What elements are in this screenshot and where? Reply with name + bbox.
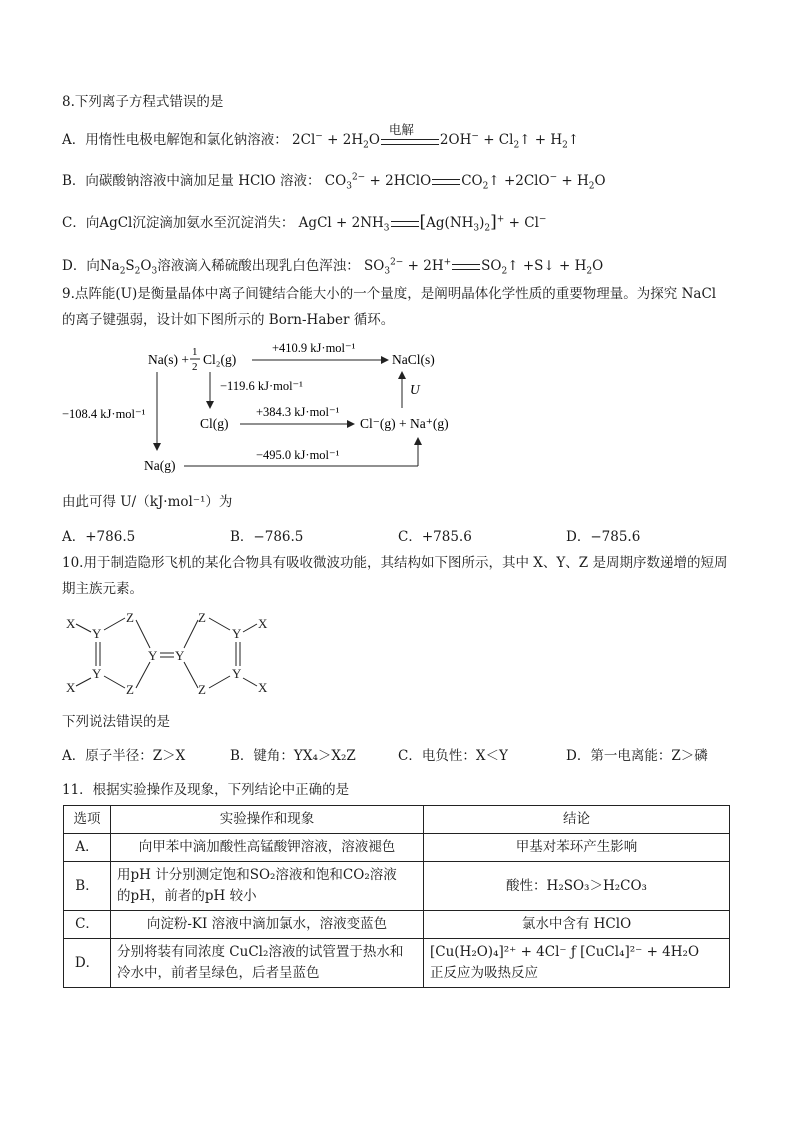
row-d-operation-line2: 冷水中，前者呈绿色，后者呈蓝色 <box>117 965 320 981</box>
nacl-solid-label: NaCl(s) <box>392 352 435 367</box>
table-row <box>64 862 730 911</box>
row-a-conclusion: 甲基对苯环产生影响 <box>424 834 730 862</box>
q8-c-label: C．向AgCl沉淀滴加氨水至沉淀消失： <box>62 215 295 231</box>
q9-option-b: B．−786.5 <box>230 529 304 545</box>
row-b-operation-line1: 用pH 计分别测定饱和SO₂溶液和饱和CO₂溶液 <box>117 867 397 883</box>
q8-a-condition-arrow <box>381 121 439 146</box>
q10-stem: 10.用于制造隐形飞机的某化合物具有吸收微波功能，其结构如下图所示，其中 X、Y、Z 是周期序数递增的短周期主族元素。 <box>62 555 728 597</box>
atom-x-2: X <box>66 680 76 695</box>
q8-a-condition: 电解 <box>388 121 414 137</box>
table-row <box>64 939 730 988</box>
q9-ask: 由此可得 U/（kJ·mol⁻¹）为 <box>62 494 233 510</box>
row-d-conclusion-text: 正反应为吸热反应 <box>430 965 538 981</box>
q10-option-c: C．电负性：X＜Y <box>398 748 508 764</box>
energy-left: −108.4 kJ·mol⁻¹ <box>62 407 146 421</box>
row-d-operation-line1: 分别将装有同浓度 CuCl₂溶液的试管置于热水和 <box>117 944 404 960</box>
na-solid-label: Na(s) + <box>148 352 189 367</box>
row-d-operation <box>111 939 424 988</box>
atom-z-3: Z <box>198 610 206 625</box>
bonds <box>76 618 257 688</box>
atom-z-1: Z <box>126 610 134 625</box>
row-b-conclusion: 酸性：H₂SO₃＞H₂CO₃ <box>424 862 730 911</box>
row-c-operation: 向淀粉-KI 溶液中滴加氯水，溶液变蓝色 <box>111 911 424 939</box>
q11-table <box>63 805 730 988</box>
q9-option-a: A．+786.5 <box>62 529 136 545</box>
atom-y-5: Y <box>232 626 242 641</box>
atom-y-2: Y <box>92 666 102 681</box>
table-row <box>64 834 730 862</box>
q8-option-b <box>62 171 606 191</box>
half-numerator: 1 <box>192 346 198 358</box>
q10-ask: 下列说法错误的是 <box>62 714 170 730</box>
row-d-option: D． <box>64 939 111 988</box>
q10-structure-diagram <box>62 608 282 698</box>
row-b-operation <box>111 862 424 911</box>
row-c-conclusion: 氯水中含有 HClO <box>424 911 730 939</box>
energy-middle: +384.3 kJ·mol⁻¹ <box>256 405 340 419</box>
atom-y-3: Y <box>148 648 158 663</box>
row-d-conclusion <box>424 939 730 988</box>
table-header-row <box>64 806 730 834</box>
q10-option-d: D．第一电离能：Z＞磷 <box>566 748 708 764</box>
row-d-conclusion-equation: [Cu(H₂O)₄]²⁺ + 4Cl⁻ ƒ [CuCl₄]²⁻ + 4H₂O <box>430 944 700 960</box>
q8-a-equation: $2Cl^- + 2H_2O$ 电解 $2OH^- + Cl_2↑$ + $H_2↑$ <box>292 121 580 151</box>
row-c-option: C． <box>64 911 111 939</box>
header-conclusion: 结论 <box>424 806 730 834</box>
q8-option-d <box>62 256 603 276</box>
table-row <box>64 911 730 939</box>
q8-d-label: D．向$Na_2S_2O_3$溶液滴入稀硫酸出现乳白色浑浊： <box>62 258 360 277</box>
atom-x-1: X <box>66 616 76 631</box>
q10-option-a: A．原子半径：Z＞X <box>62 748 186 764</box>
q8-b-equation: $CO_3^{2-}$ + 2HClO $CO_2↑ +2ClO^- + H_2O$ <box>324 172 606 192</box>
q8-option-a <box>62 121 580 151</box>
energy-cl2: −119.6 kJ·mol⁻¹ <box>220 379 303 393</box>
lattice-energy-u: U <box>410 382 420 397</box>
row-a-option: A． <box>64 834 111 862</box>
q8-option-c <box>62 212 546 233</box>
q9-stem: 9.点阵能(U)是衡量晶体中离子间键结合能大小的一个量度，是阐明晶体化学性质的重要物理量。为探究 NaCl 的离子键强弱，设计如下图所示的 Born-Haber 循环。 <box>62 286 717 328</box>
header-operation: 实验操作和现象 <box>111 806 424 834</box>
q11-stem: 11．根据实验操作及现象，下列结论中正确的是 <box>62 782 350 798</box>
half-denominator: 2 <box>192 361 198 373</box>
born-haber-cycle-diagram <box>60 338 460 478</box>
atom-y-4: Y <box>175 648 185 663</box>
energy-top: +410.9 kJ·mol⁻¹ <box>272 341 356 355</box>
row-b-option: B． <box>64 862 111 911</box>
cl2-gas-label: Cl₂(g) <box>203 352 237 367</box>
q8-b-label: B．向碳酸钠溶液中滴加足量 HClO 溶液： <box>62 173 321 189</box>
header-option: 选项 <box>64 806 111 834</box>
ions-gas-label: Cl⁻(g) + Na⁺(g) <box>360 416 449 431</box>
q10-option-b: B．键角：YX₄＞X₂Z <box>230 748 356 764</box>
q9-option-c: C．+785.6 <box>398 529 472 545</box>
q8-stem: 8.下列离子方程式错误的是 <box>62 94 224 110</box>
row-b-operation-line2: 的pH，前者的pH 较小 <box>117 888 257 904</box>
atom-z-4: Z <box>198 682 206 697</box>
row-a-operation: 向甲苯中滴加酸性高锰酸钾溶液，溶液褪色 <box>111 834 424 862</box>
q8-a-label: A．用惰性电极电解饱和氯化钠溶液： <box>62 132 288 148</box>
cl-gas-label: Cl(g) <box>200 416 229 431</box>
na-gas-label: Na(g) <box>144 458 176 473</box>
atom-y-1: Y <box>92 626 102 641</box>
q9-option-d: D．−785.6 <box>566 529 641 545</box>
atom-y-6: Y <box>232 666 242 681</box>
q8-d-equation: $SO_3^{2-} + 2H^+$ $SO_2↑$ +S↓ + $H_2O$ <box>364 257 604 277</box>
energy-bottom: −495.0 kJ·mol⁻¹ <box>256 448 340 462</box>
atom-x-3: X <box>258 616 268 631</box>
q8-c-equation: AgCl + $2NH_3$ $[Ag(NH_3)_2]^+ + Cl^-$ <box>298 212 547 234</box>
atom-z-2: Z <box>126 682 134 697</box>
atom-x-4: X <box>258 680 268 695</box>
